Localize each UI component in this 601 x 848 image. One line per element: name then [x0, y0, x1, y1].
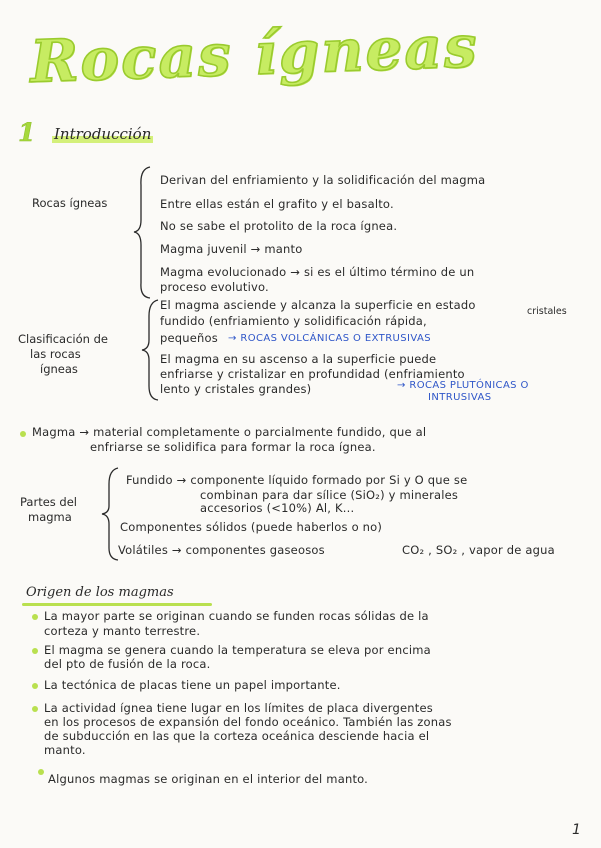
clasificacion-a-line2: fundido (enfriamiento y solidificación rápida,: [160, 314, 427, 328]
partes-fundido-2: combinan para dar sílice (SiO₂) y minerales: [200, 488, 459, 502]
brace-clasificacion: [140, 298, 162, 402]
clasificacion-label-3: ígneas: [40, 362, 78, 376]
clasificacion-label-1: Clasificación de: [18, 332, 108, 346]
origen-b4-line2: en los procesos de expansión del fondo oceánico. También las zonas: [44, 715, 452, 729]
rocas-plutonicas-2: INTRUSIVAS: [428, 392, 492, 403]
partes-label-1: Partes del: [20, 495, 77, 509]
bullet-dot: [20, 431, 26, 437]
origen-b4-line3: de subducción en las que la corteza oceánica desciende hacia el: [44, 729, 430, 743]
section-heading: [52, 125, 153, 143]
rocas-item-4: Magma juvenil → manto: [160, 242, 303, 256]
clasificacion-b-line2: enfriarse y cristalizar en profundidad (enfriamiento: [160, 367, 465, 381]
origen-underline: [22, 603, 212, 606]
bullet-dot: [32, 706, 38, 712]
origen-heading: Origen de los magmas: [26, 585, 174, 600]
rocas-volcanicas: → ROCAS VOLCÁNICAS O EXTRUSIVAS: [228, 333, 431, 344]
bullet-dot: [38, 769, 44, 775]
rocas-item-6: proceso evolutivo.: [160, 280, 269, 294]
bullet-dot: [32, 614, 38, 620]
partes-label-2: magma: [28, 510, 72, 524]
rocas-plutonicas-1: → ROCAS PLUTÓNICAS O: [397, 380, 529, 391]
rocas-item-3: No se sabe el protolito de la roca ígnea.: [160, 219, 398, 233]
clasificacion-a-line3: pequeños: [160, 331, 218, 345]
rocas-item-1: Derivan del enfriamiento y la solidificación del magma: [160, 173, 486, 187]
origen-b4-line4: manto.: [44, 743, 86, 757]
origen-b2-line1: El magma se genera cuando la temperatura se eleva por encima: [44, 643, 431, 657]
clasificacion-b-line3: lento y cristales grandes): [160, 382, 312, 396]
partes-fundido-1: Fundido → componente líquido formado por Si y O que se: [126, 473, 468, 487]
clasificacion-label-2: las rocas: [30, 347, 81, 361]
partes-volatiles-2: CO₂ , SO₂ , vapor de agua: [402, 543, 555, 557]
page-title: Rocas ígneas: [28, 12, 480, 96]
origen-b2-line2: del pto de fusión de la roca.: [44, 657, 211, 671]
rocas-item-5: Magma evolucionado → si es el último término de un: [160, 265, 475, 279]
origen-b3-line1: La tectónica de placas tiene un papel importante.: [44, 678, 341, 692]
bullet-dot: [32, 648, 38, 654]
origen-b5-line1: Algunos magmas se originan en el interior del manto.: [48, 772, 369, 786]
partes-volatiles-1: Volátiles → componentes gaseosos: [118, 543, 325, 557]
rocas-item-2: Entre ellas están el grafito y el basalto.: [160, 197, 394, 211]
partes-solidos: Componentes sólidos (puede haberlos o no): [120, 520, 383, 534]
section-number: 1: [18, 118, 36, 147]
origen-b1-line2: corteza y manto terrestre.: [44, 624, 201, 638]
page-number: 1: [572, 822, 581, 838]
section-heading-text: Introducción: [54, 125, 152, 143]
rocas-igneas-label: Rocas ígneas: [32, 196, 108, 210]
partes-fundido-3: accesorios (<10%) Al, K...: [200, 501, 355, 515]
magma-def-line2: enfriarse se solidifica para formar la roca ígnea.: [90, 440, 376, 454]
origen-b1-line1: La mayor parte se originan cuando se funden rocas sólidas de la: [44, 609, 429, 623]
clasificacion-b-line1: El magma en su ascenso a la superficie puede: [160, 352, 437, 366]
clasificacion-a-cristales: cristales: [527, 306, 567, 317]
clasificacion-a-line1: El magma asciende y alcanza la superficie en estado: [160, 298, 476, 312]
bullet-dot: [32, 683, 38, 689]
origen-b4-line1: La actividad ígnea tiene lugar en los límites de placa divergentes: [44, 701, 433, 715]
magma-def-line1: Magma → material completamente o parcialmente fundido, que al: [32, 425, 427, 439]
brace-rocas-igneas: [132, 165, 156, 300]
